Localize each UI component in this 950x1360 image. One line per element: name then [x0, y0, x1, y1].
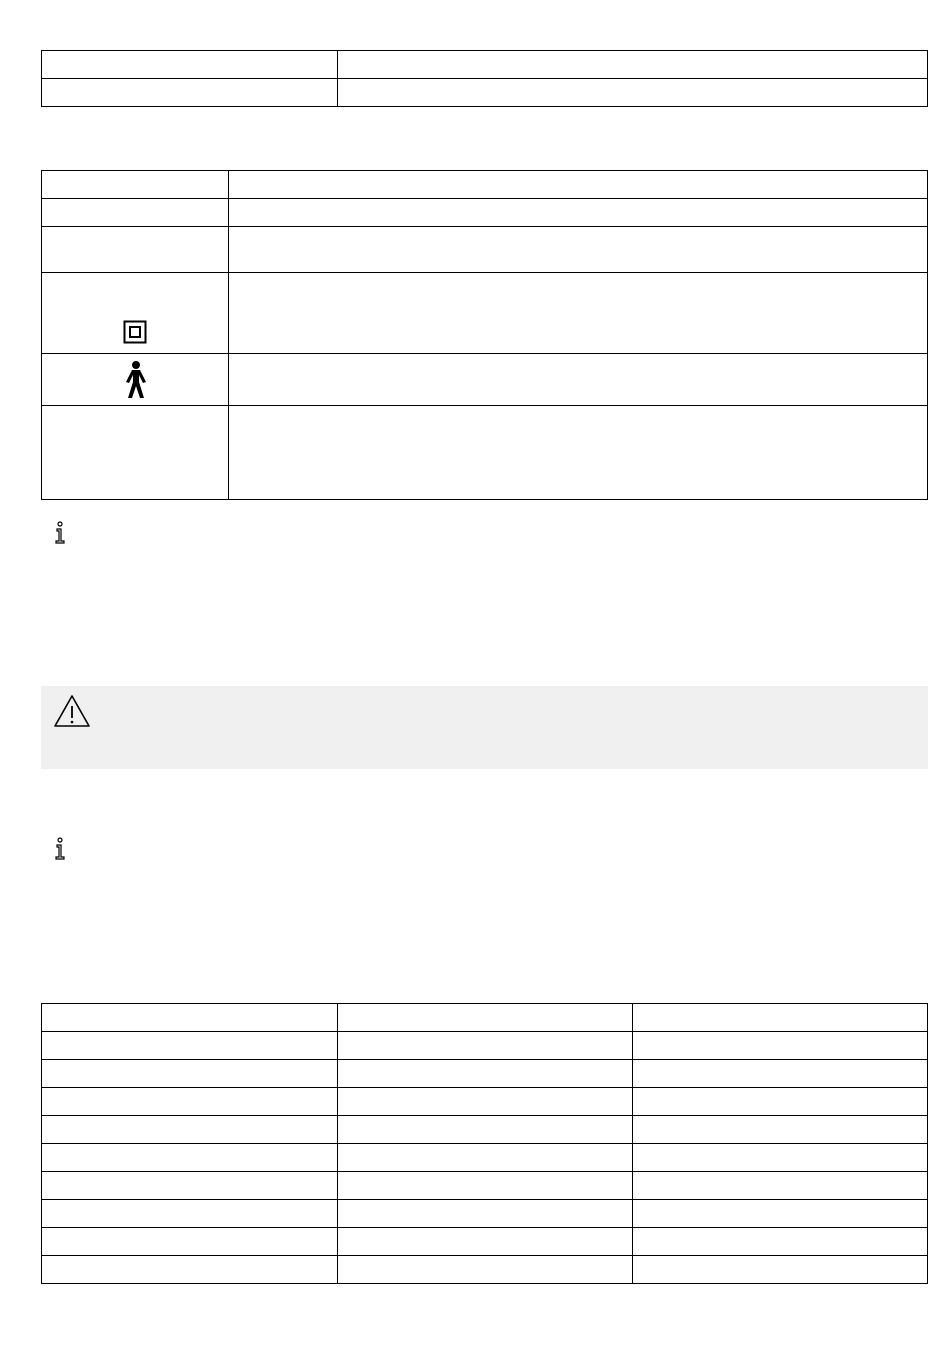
- table-cell: [338, 1256, 633, 1284]
- table-cell: [42, 79, 338, 107]
- table-row: [42, 171, 928, 199]
- symbol-cell: [42, 199, 229, 227]
- table-cell: [633, 1088, 928, 1116]
- table-cell: [338, 1032, 633, 1060]
- symbol-cell: [42, 406, 229, 500]
- table-row: [42, 227, 928, 273]
- symbol-description: [229, 171, 928, 199]
- table-row: [42, 354, 928, 406]
- table-row: [42, 51, 928, 79]
- table-cell: [633, 1200, 928, 1228]
- warning-triangle-icon: [53, 694, 91, 728]
- table-row: [42, 199, 928, 227]
- table-cell: [633, 1032, 928, 1060]
- info-icon: [54, 837, 66, 861]
- symbol-description: [229, 199, 928, 227]
- table-cell: [633, 1116, 928, 1144]
- table-cell: [42, 1172, 338, 1200]
- symbol-description: [229, 354, 928, 406]
- table-cell: [338, 1060, 633, 1088]
- table-cell: [42, 1200, 338, 1228]
- table-cell: [338, 1004, 633, 1032]
- table-cell: [338, 51, 928, 79]
- table-cell: [42, 1088, 338, 1116]
- class-ii-double-square-icon: [123, 320, 147, 344]
- table-cell: [42, 51, 338, 79]
- type-bf-body-icon: [122, 360, 150, 400]
- top-table: [41, 50, 928, 107]
- table-row: [42, 273, 928, 354]
- table-cell: [633, 1060, 928, 1088]
- table-cell: [42, 1116, 338, 1144]
- symbol-description: [229, 227, 928, 273]
- table-cell: [42, 1228, 338, 1256]
- table-row: [42, 406, 928, 500]
- table-row: [42, 1060, 928, 1088]
- table-row: [42, 79, 928, 107]
- symbol-cell: [42, 171, 229, 199]
- table-cell: [338, 1200, 633, 1228]
- table-row: [42, 1228, 928, 1256]
- info-icon: [54, 521, 66, 545]
- symbol-description: [229, 406, 928, 500]
- values-table: [41, 1003, 928, 1284]
- symbol-cell: [42, 273, 229, 354]
- table-cell: [633, 1144, 928, 1172]
- table-row: [42, 1004, 928, 1032]
- table-row: [42, 1032, 928, 1060]
- table-cell: [338, 1228, 633, 1256]
- table-row: [42, 1144, 928, 1172]
- table-cell: [42, 1004, 338, 1032]
- warning-box: [41, 686, 928, 769]
- table-row: [42, 1088, 928, 1116]
- symbol-description: [229, 273, 928, 354]
- table-row: [42, 1116, 928, 1144]
- table-row: [42, 1256, 928, 1284]
- symbol-cell: [42, 354, 229, 406]
- table-cell: [42, 1032, 338, 1060]
- table-cell: [42, 1060, 338, 1088]
- table-cell: [42, 1256, 338, 1284]
- table-cell: [42, 1144, 338, 1172]
- table-cell: [633, 1172, 928, 1200]
- symbol-cell: [42, 227, 229, 273]
- table-cell: [338, 1088, 633, 1116]
- table-cell: [338, 1172, 633, 1200]
- table-cell: [338, 79, 928, 107]
- table-row: [42, 1172, 928, 1200]
- table-cell: [633, 1004, 928, 1032]
- table-cell: [338, 1144, 633, 1172]
- table-row: [42, 1200, 928, 1228]
- table-cell: [633, 1228, 928, 1256]
- table-cell: [633, 1256, 928, 1284]
- table-cell: [338, 1116, 633, 1144]
- symbols-table: [41, 170, 928, 500]
